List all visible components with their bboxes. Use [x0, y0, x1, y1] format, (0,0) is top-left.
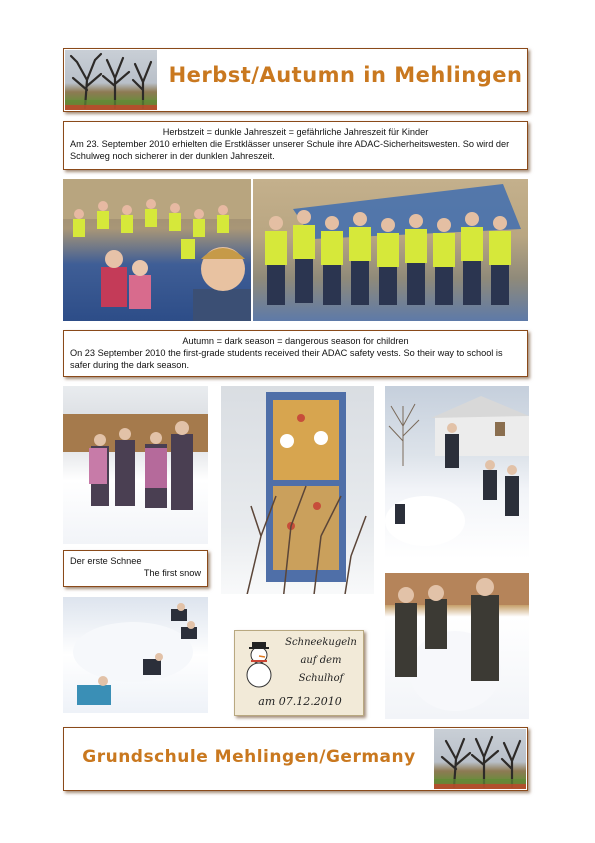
tree-painting-image: [65, 50, 157, 110]
header-banner: [63, 48, 528, 112]
sign-line-4: am 07.12.2010: [258, 695, 342, 708]
page-title: Herbst/Autumn in Mehlingen: [168, 63, 523, 87]
children-gym-photo: [63, 179, 251, 321]
bare-tree-icon: [434, 729, 526, 789]
children-vests-photo: [253, 179, 528, 321]
english-caption-body: On 23 September 2010 the first-grade students received their ADAC safety vests. So their way to school is safer during the dark season.: [70, 348, 503, 370]
german-caption-body: Am 23. September 2010 erhielten die Erstklässer unserer Schule ihre ADAC-Sicherheitswesten. So wird der Schulweg noch sicherer in der dunklen Jahreszeit.: [70, 139, 510, 161]
snow-field-photo: [385, 386, 529, 559]
snowball-sign: [234, 630, 364, 716]
footer-banner: [63, 727, 528, 791]
sign-line-2: auf dem: [300, 655, 342, 666]
tree-painting-image: [434, 729, 526, 789]
snow-caption-english: The first snow: [143, 568, 201, 578]
sign-line-1: Schneekugeln: [285, 637, 357, 648]
english-caption-box: [63, 330, 528, 377]
big-snowball-photo: [385, 573, 529, 719]
english-caption-heading: Autumn = dark season = dangerous season for children: [182, 336, 409, 346]
german-caption-box: [63, 121, 528, 170]
school-name: Grundschule Mehlingen/Germany: [82, 747, 416, 767]
german-caption-heading: Herbstzeit = dunkle Jahreszeit = gefährliche Jahreszeit für Kinder: [162, 127, 429, 137]
snow-caption-box: [63, 550, 208, 587]
kids-snow-photo: [63, 386, 208, 544]
snowman-icon: [241, 639, 277, 689]
window-snow-photo: [221, 386, 374, 620]
bare-tree-icon: [65, 50, 157, 110]
sign-line-3: Schulhof: [298, 673, 344, 684]
snow-play-photo: [63, 597, 208, 713]
snow-caption-german: Der erste Schnee: [70, 556, 142, 566]
